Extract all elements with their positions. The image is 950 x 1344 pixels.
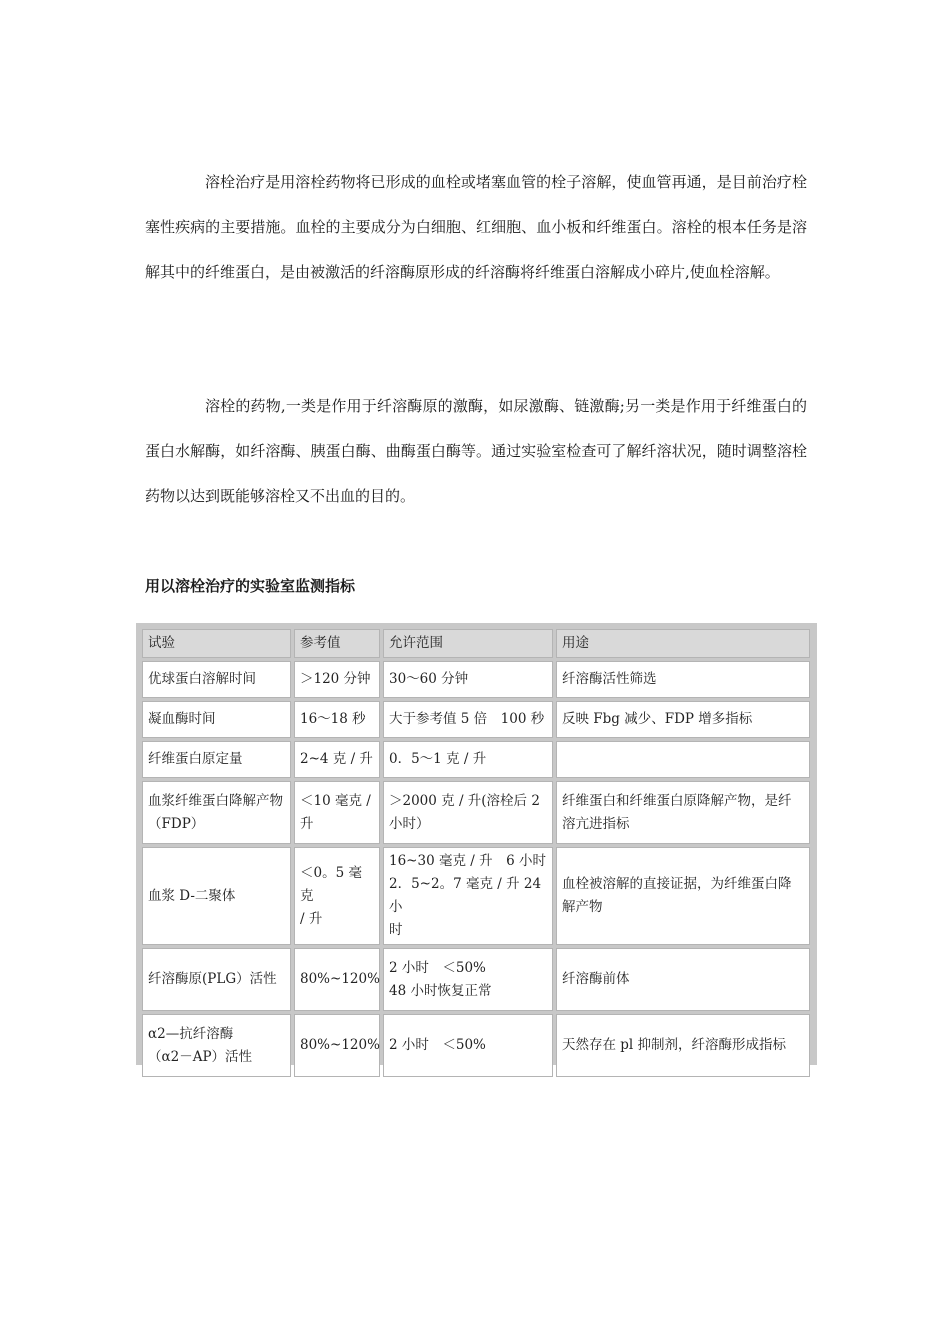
table-row — [142, 1014, 810, 1077]
cell-reference-line: ＜10 毫克 / — [300, 792, 371, 809]
cell-reference-line: 16～18 秒 — [300, 711, 366, 727]
cell-test-line: 纤溶酶原(PLG）活性 — [148, 971, 277, 987]
table-header-row — [142, 629, 810, 658]
cell-use — [556, 781, 810, 844]
cell-use-line: 纤溶酶前体 — [562, 971, 630, 987]
cell-range-line: 2 小时 ＜50% — [389, 959, 486, 976]
cell-range — [383, 847, 553, 945]
header-test: 试验 — [142, 629, 291, 658]
cell-test — [142, 661, 291, 698]
cell-range-line: 2．5~2。7 毫克 / 升 24 小 — [389, 876, 542, 915]
cell-test-line: 纤维蛋白原定量 — [148, 751, 243, 767]
table-row — [142, 741, 810, 778]
cell-reference — [294, 781, 380, 844]
cell-reference-line: ＜0。5 毫克 — [300, 864, 362, 904]
cell-test — [142, 1014, 291, 1077]
cell-use-line: 溶亢进指标 — [562, 815, 630, 832]
cell-range-line: 0．5～1 克 / 升 — [389, 751, 487, 767]
table-title: 用以溶栓治疗的实验室监测指标 — [145, 577, 356, 595]
cell-test-line: 凝血酶时间 — [148, 711, 216, 727]
cell-use — [556, 1014, 810, 1077]
cell-reference-line: 80%~120% — [300, 1037, 380, 1053]
cell-range — [383, 741, 553, 778]
cell-range-line: 2 小时 ＜50% — [389, 1037, 486, 1053]
cell-reference — [294, 1014, 380, 1077]
header-use: 用途 — [556, 629, 810, 658]
cell-range-line: ＞2000 克 / 升(溶栓后 2 — [389, 792, 540, 809]
cell-use-line: 纤溶酶活性筛选 — [562, 671, 657, 687]
cell-range-line: 30～60 分钟 — [389, 671, 469, 687]
cell-test-line: （FDP） — [148, 815, 205, 832]
cell-use — [556, 741, 810, 778]
cell-use — [556, 847, 810, 945]
cell-range-line: 大于参考值 5 倍 100 秒 — [389, 711, 545, 727]
cell-reference — [294, 847, 380, 945]
table-row — [142, 847, 810, 945]
cell-test-line: α2—抗纤溶酶 — [148, 1025, 234, 1042]
cell-test — [142, 701, 291, 738]
cell-reference — [294, 701, 380, 738]
monitoring-table — [139, 626, 813, 1080]
header-reference: 参考值 — [294, 629, 380, 658]
cell-test-line: 血浆 D-二聚体 — [148, 887, 236, 904]
table-row — [142, 948, 810, 1011]
cell-range-line: 小时） — [389, 815, 430, 832]
cell-reference-line: 升 — [300, 815, 314, 832]
cell-range — [383, 701, 553, 738]
table-row — [142, 781, 810, 844]
cell-use-line: 解产物 — [562, 899, 603, 915]
cell-range — [383, 781, 553, 844]
cell-use — [556, 701, 810, 738]
cell-use — [556, 661, 810, 698]
monitoring-table-frame — [136, 623, 817, 1065]
cell-test — [142, 847, 291, 945]
cell-reference — [294, 661, 380, 698]
cell-test — [142, 948, 291, 1011]
cell-test — [142, 741, 291, 778]
cell-reference-line: ＞120 分钟 — [300, 671, 371, 687]
cell-range-line: 48 小时恢复正常 — [389, 982, 492, 999]
cell-range — [383, 948, 553, 1011]
cell-test-line: 优球蛋白溶解时间 — [148, 671, 256, 687]
cell-use-line: 纤维蛋白和纤维蛋白原降解产物，是纤 — [562, 792, 792, 809]
table-row — [142, 701, 810, 738]
cell-use-line: 血栓被溶解的直接证据，为纤维蛋白降 — [562, 876, 792, 892]
cell-range-line: 时 — [389, 922, 403, 938]
cell-use — [556, 948, 810, 1011]
cell-range — [383, 661, 553, 698]
cell-reference-line: 2~4 克 / 升 — [300, 751, 373, 767]
cell-reference — [294, 948, 380, 1011]
paragraph-thrombolysis-intro: 溶栓治疗是用溶栓药物将已形成的血栓或堵塞血管的栓子溶解，使血管再通，是目前治疗栓塞性疾病的主要措施。血栓的主要成分为白细胞、红细胞、血小板和纤维蛋白。溶栓的根本任务是溶解其中的纤维蛋白，是由被激活的纤溶酶原形成的纤溶酶将纤维蛋白溶解成小碎片,使血栓溶解。 — [145, 173, 807, 281]
header-range: 允许范围 — [383, 629, 553, 658]
cell-range-line: 16~30 毫克 / 升 6 小时 — [389, 853, 546, 869]
cell-use-line: 天然存在 pl 抑制剂，纤溶酶形成指标 — [562, 1037, 787, 1053]
cell-test-line: （α2－AP）活性 — [148, 1048, 253, 1065]
cell-reference — [294, 741, 380, 778]
cell-test — [142, 781, 291, 844]
cell-test-line: 血浆纤维蛋白降解产物 — [148, 792, 283, 809]
cell-reference-line: / 升 — [300, 910, 323, 927]
table-row — [142, 661, 810, 698]
paragraph-thrombolytic-drugs: 溶栓的药物,一类是作用于纤溶酶原的激酶，如尿激酶、链激酶;另一类是作用于纤维蛋白的蛋白水解酶，如纤溶酶、胰蛋白酶、曲酶蛋白酶等。通过实验室检查可了解纤溶状况，随时调整溶栓药物以达到既能够溶栓又不出血的目的。 — [145, 397, 807, 505]
cell-use-line: 反映 Fbg 减少、FDP 增多指标 — [562, 711, 753, 727]
cell-reference-line: 80%~120% — [300, 971, 380, 987]
cell-range — [383, 1014, 553, 1077]
